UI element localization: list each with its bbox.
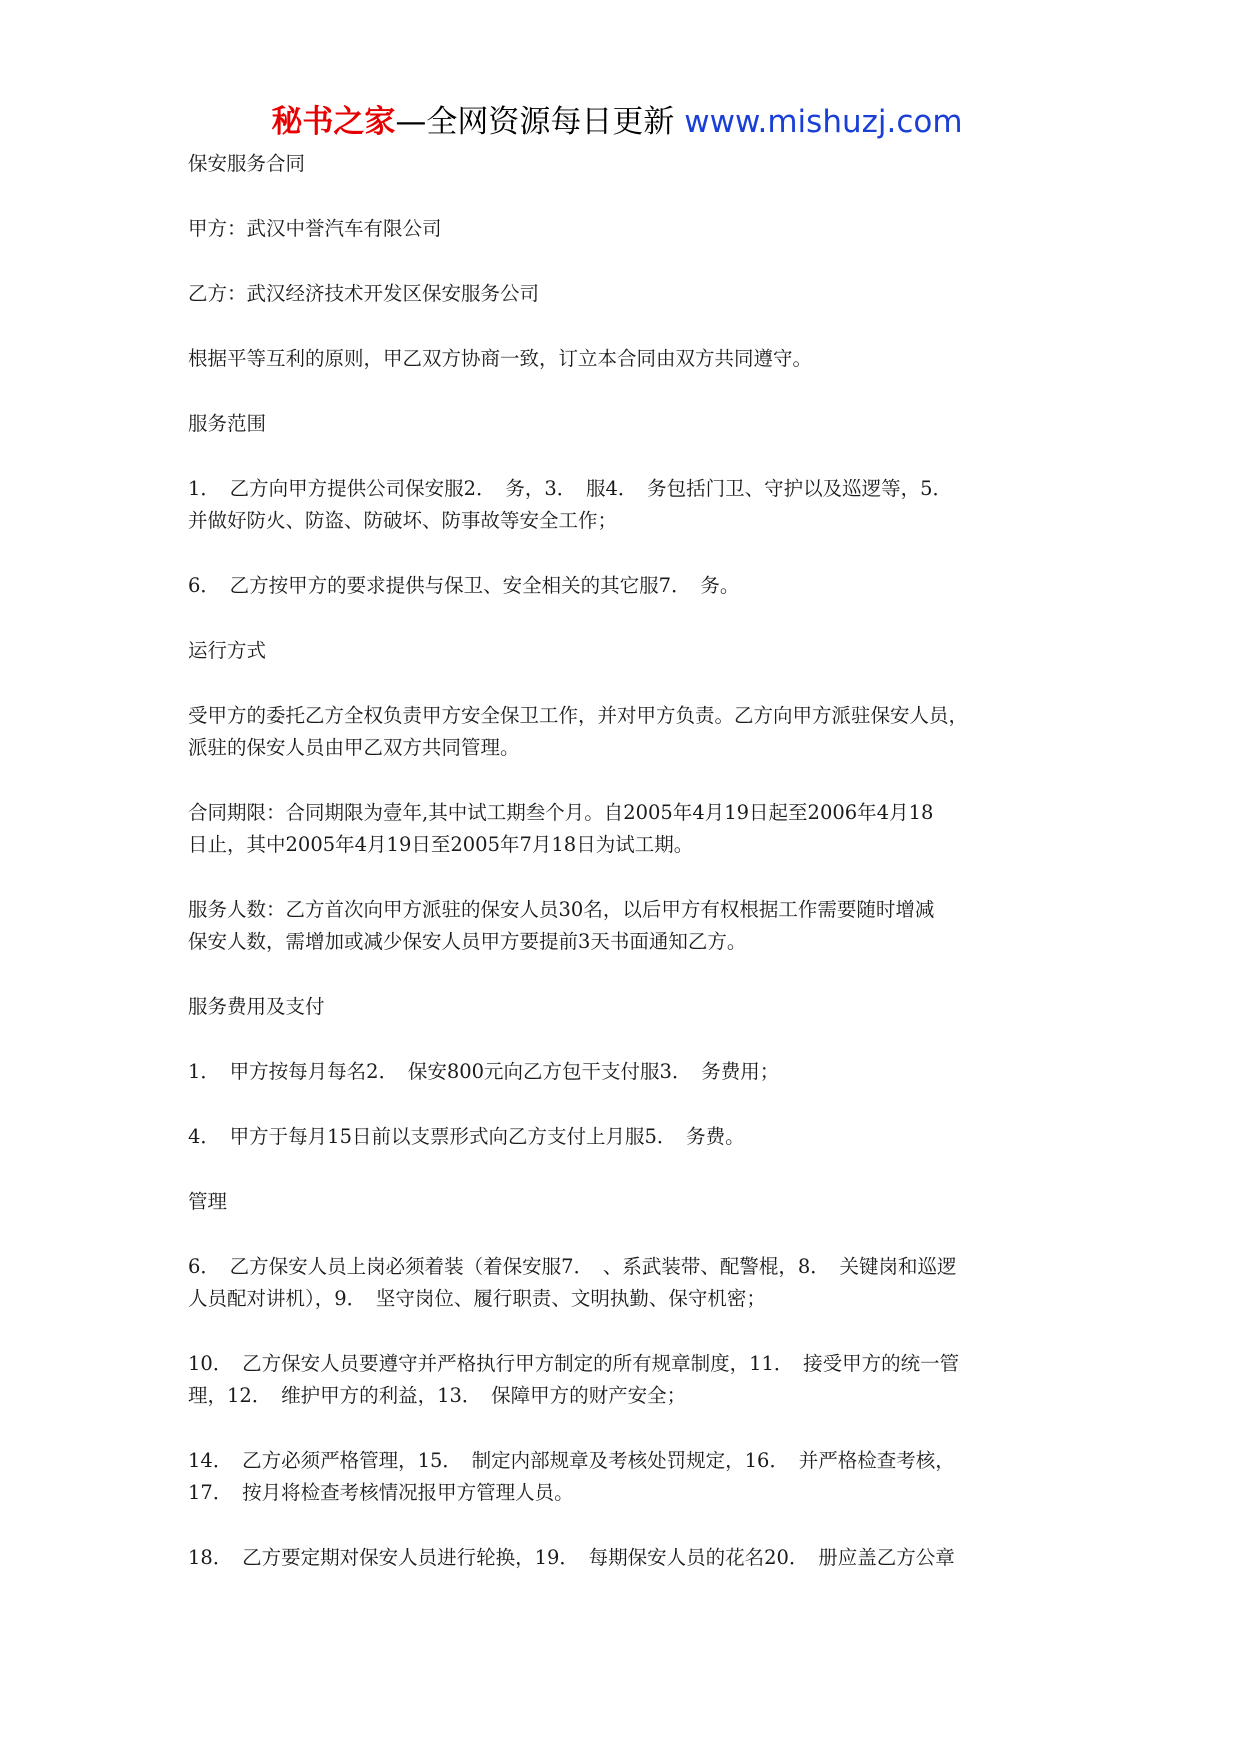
preamble: 根据平等互利的原则，甲乙双方协商一致，订立本合同由双方共同遵守。 [188,347,813,370]
party-b: 乙方：武汉经济技术开发区保安服务公司 [188,282,540,305]
section-heading-scope: 服务范围 [188,412,267,435]
banner-slogan: —全网资源每日更新 [395,104,675,140]
contract-term-line: 日止，其中2005年4月19日至2005年7月18日为试工期。 [188,833,694,856]
contract-body [188,148,1068,1607]
scope-item-2: 6． 乙方按甲方的要求提供与保卫、安全相关的其它服7． 务。 [188,574,740,597]
contract-term [188,797,1068,861]
operation-text-line: 派驻的保安人员由甲乙双方共同管理。 [188,736,520,759]
staff-count [188,894,1068,958]
operation-text [188,700,1068,764]
staff-count-line: 保安人数，需增加或减少保安人员甲方要提前3天书面通知乙方。 [188,930,747,953]
fee-item-2: 4． 甲方于每月15日前以支票形式向乙方支付上月服5． 务费。 [188,1125,745,1148]
management-item-2-line: 10． 乙方保安人员要遵守并严格执行甲方制定的所有规章制度，11． 接受甲方的统一管 [188,1352,960,1375]
section-heading-management: 管理 [188,1190,228,1213]
section-heading-fees: 服务费用及支付 [188,995,325,1018]
management-item-2 [188,1348,1068,1412]
scope-item-1 [188,473,1068,537]
scope-item-1-line: 并做好防火、防盗、防破坏、防事故等安全工作； [188,509,618,532]
fee-item-1: 1． 甲方按每月每名2． 保安800元向乙方包干支付服3． 务费用； [188,1060,780,1083]
contract-term-line: 合同期限：合同期限为壹年,其中试工期叁个月。自2005年4月19日起至2006年4月18 [188,801,934,824]
management-item-3-line: 17． 按月将检查考核情况报甲方管理人员。 [188,1481,574,1504]
party-a: 甲方：武汉中誉汽车有限公司 [188,217,442,240]
management-item-1 [188,1251,1068,1315]
management-item-4: 18． 乙方要定期对保安人员进行轮换，19． 每期保安人员的花名20． 册应盖乙方公章 [188,1546,955,1569]
scope-item-1-line: 1． 乙方向甲方提供公司保安服2． 务，3． 服4． 务包括门卫、守护以及巡逻等，5． [188,477,953,500]
brand-name: 秘书之家 [271,104,396,140]
management-item-3 [188,1445,1068,1509]
header-banner [0,100,1234,144]
website-link[interactable]: www.mishuzj.com [684,104,963,140]
section-heading-operation: 运行方式 [188,639,267,662]
contract-title: 保安服务合同 [188,152,306,175]
staff-count-line: 服务人数：乙方首次向甲方派驻的保安人员30名，以后甲方有权根据工作需要随时增减 [188,898,935,921]
management-item-3-line: 14． 乙方必须严格管理，15． 制定内部规章及考核处罚规定，16． 并严格检查考核， [188,1449,955,1472]
operation-text-line: 受甲方的委托乙方全权负责甲方安全保卫工作，并对甲方负责。乙方向甲方派驻保安人员， [188,704,969,727]
management-item-1-line: 人员配对讲机），9． 坚守岗位、履行职责、文明执勤、保守机密； [188,1287,766,1310]
management-item-1-line: 6． 乙方保安人员上岗必须着装（着保安服7． 、系武装带、配警棍，8． 关键岗和巡逻 [188,1255,957,1278]
management-item-2-line: 理，12． 维护甲方的利益，13． 保障甲方的财产安全； [188,1384,687,1407]
